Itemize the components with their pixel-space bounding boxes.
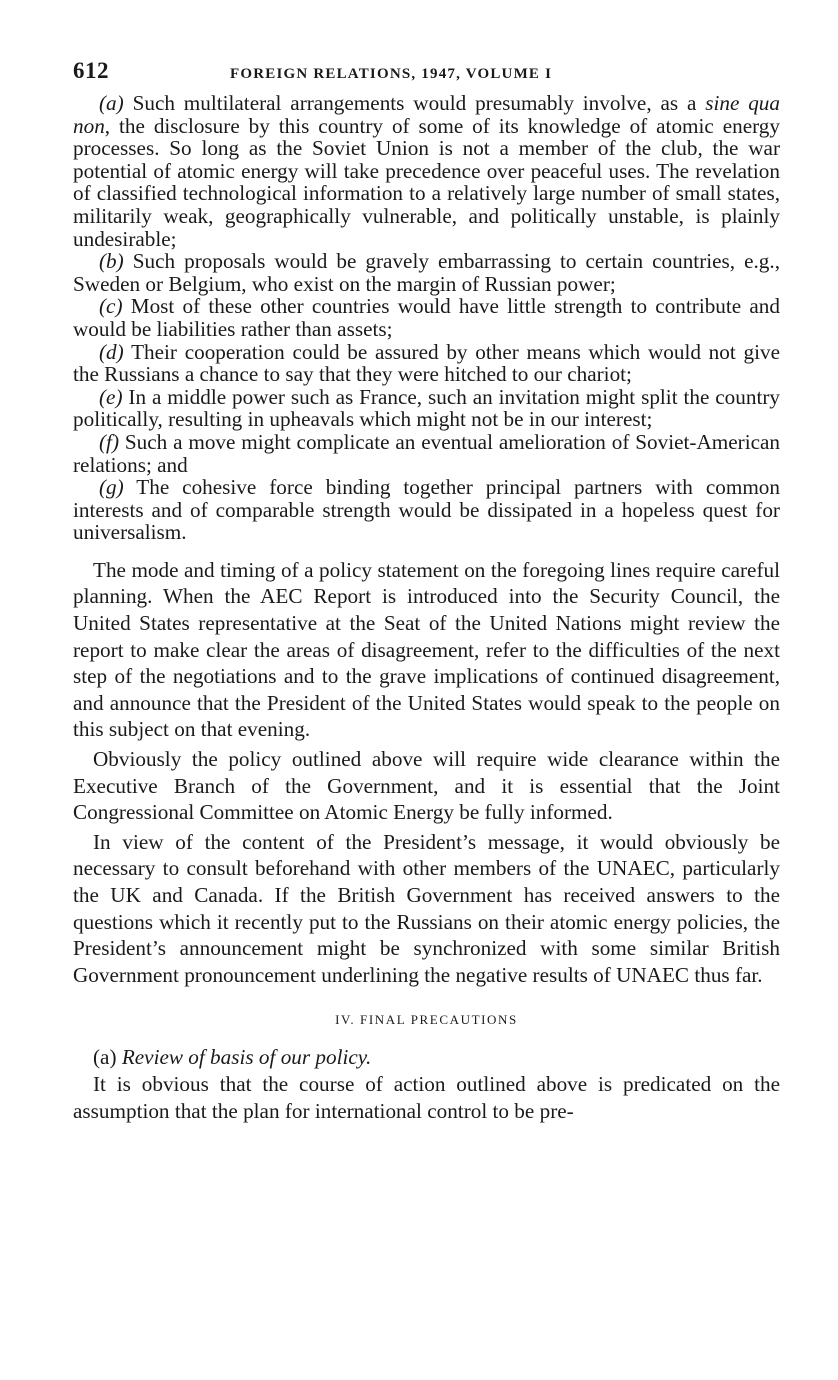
list-item-a xyxy=(73,92,780,250)
list-item-letter: (f) xyxy=(99,429,119,454)
list-item-c xyxy=(73,295,780,340)
document-page xyxy=(73,58,780,1124)
list-item-text: Their cooperation could be assured by other means which would not give the Russians a chance to say that they were hitched to our chariot; xyxy=(73,339,780,387)
paragraph-final: It is obvious that the course of action outlined above is predicated on the assumption that the plan for international control to be pre- xyxy=(73,1071,780,1123)
sub-heading-letter: (a) xyxy=(93,1045,117,1070)
list-item-d xyxy=(73,341,780,386)
running-head: FOREIGN RELATIONS, 1947, VOLUME I xyxy=(230,66,553,82)
list-item-letter: (g) xyxy=(99,475,124,500)
page-number: 612 xyxy=(73,58,109,83)
list-item-f xyxy=(73,431,780,476)
list-item-b xyxy=(73,250,780,295)
list-item-letter: (e) xyxy=(99,384,123,409)
enumerated-list xyxy=(73,92,780,544)
list-item-letter: (d) xyxy=(99,339,124,364)
list-item-text: Such multilateral arrangements would presumably involve, as a xyxy=(123,91,706,115)
paragraph-consultation: In view of the content of the President’s message, it would obviously be necessary to consult beforehand with other members of the UNAEC, particularly the UK and Canada. If the British Government has received answers to the questions which it recently put to the Russians on their atomic energy policies, the President’s announcement might be synchronized with some similar British Government pronouncement underlining the negative results of UNAEC thus far. xyxy=(73,829,780,987)
list-item-g xyxy=(73,476,780,544)
list-item-text: Most of these other countries would have little strength to contribute and would be liabilities rather than assets; xyxy=(73,294,780,341)
section-heading: IV. FINAL PRECAUTIONS xyxy=(335,1012,518,1028)
list-item-text: , the disclosure by this country of some of its knowledge of atomic energy processes. So long as the Soviet Union is not a member of the club, the war potential of atomic energy will take precedence over peaceful uses. The revelation of classified technological information to a relatively large number of small states, militarily weak, geographically vulnerable, and politically unstable, is plainly undesirable; xyxy=(73,113,780,251)
list-item-e xyxy=(73,386,780,431)
list-item-text: In a middle power such as France, such an invitation might split the country politically, resulting in upheavals which might not be in our interest; xyxy=(73,384,780,432)
list-item-letter: (c) xyxy=(99,294,123,319)
sub-heading xyxy=(73,1044,780,1071)
paragraph-mode-and-timing: The mode and timing of a policy statement on the foregoing lines require careful planning. When the AEC Report is introduced into the Security Council, the United States representative at the Seat of the United Nations might review the report to make clear the areas of disagreement, refer to the difficulties of the next step of the negotiations and to the grave implications of continued disagreement, and announce that the President of the United States would speak to the people on this subject on that evening. xyxy=(73,557,780,742)
list-item-letter: (b) xyxy=(99,249,124,274)
paragraph-clearance: Obviously the policy outlined above will require wide clearance within the Executive Branch of the Government, and it is essential that the Joint Congressional Committee on Atomic Energy be fully informed. xyxy=(73,747,780,825)
list-item-text: Such proposals would be gravely embarrassing to certain countries, e.g., Sweden or Belgium, who exist on the margin of Russian power; xyxy=(73,249,780,296)
list-item-letter: (a) xyxy=(99,91,124,115)
list-item-text: Such a move might complicate an eventual amelioration of Soviet-American relations; and xyxy=(73,429,780,477)
list-item-italic-phrase: sine qua non xyxy=(73,91,780,138)
body-text xyxy=(73,557,780,989)
page-header xyxy=(73,58,780,92)
list-item-text: The cohesive force binding together principal partners with common interests and of comparable strength would be dissipated in a hopeless quest for universalism. xyxy=(73,475,780,545)
sub-heading-title: Review of basis of our policy. xyxy=(121,1045,372,1070)
